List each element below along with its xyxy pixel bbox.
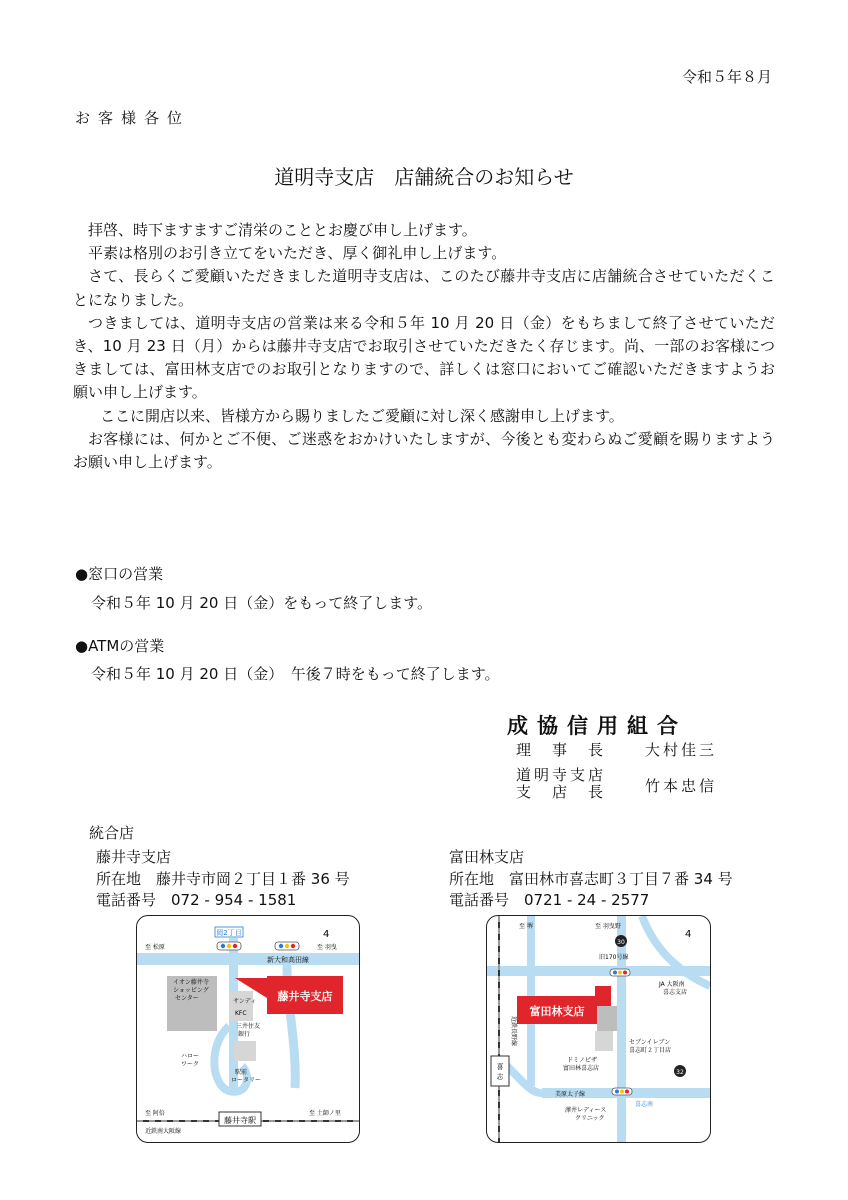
branch1-name: 藤井寺支店 xyxy=(96,848,172,866)
label-bank-1: 三井住友 xyxy=(236,1023,261,1030)
window-text: 令和５年 10 月 20 日（金）をもって終了します。 xyxy=(91,594,433,612)
label-drug-1: ドミノピザ xyxy=(567,1057,598,1064)
station-label-1: 喜 xyxy=(496,1063,504,1071)
letter-body xyxy=(73,219,775,474)
salutation: お客様各位 xyxy=(75,109,191,127)
curve-road xyxy=(507,1066,542,1093)
fujiidera-map xyxy=(136,915,360,1143)
label-mall-2: ショッピング xyxy=(173,987,209,994)
integrated-label: 統合店 xyxy=(89,824,135,842)
north-arrow-icon: 4 xyxy=(323,929,330,940)
signer-name-2: 竹本忠信 xyxy=(645,777,718,795)
paragraph-apology: お客様には、何かとご不便、ご迷惑をおかけいたしますが、今後とも変わらぬご愛顧を賜りますようお願い申し上げます。 xyxy=(73,429,775,472)
signer-name-1: 大村佳三 xyxy=(645,741,718,759)
label-left-top: 至 松原 xyxy=(145,944,165,951)
label-signal: 喜志南 xyxy=(635,1101,654,1108)
label-bank-2: 銀行 xyxy=(238,1031,251,1038)
signer-title-1: 理 事 長 xyxy=(516,741,607,759)
paragraph-details: つきましては、道明寺支店の営業は来る令和５年 10 月 20 日（金）をもちまして終了させていただき、10 月 23 日（月）からは藤井寺支店でお取引させていただきたく存じます。尚、一部のお客様につきましては、富田林支店でのお取引となりますので、詳しくは窓口においてご確認いただきますようお願い申し上げます。 xyxy=(73,313,775,402)
label-right-top: 至 羽曳野 xyxy=(595,923,621,930)
label-right-bottom: 至 土師ノ里 xyxy=(309,1110,341,1117)
label-rotary-1: 駅前 xyxy=(235,1069,248,1076)
signal-top-red xyxy=(623,971,627,975)
branch-pointer xyxy=(595,986,611,1006)
signer-title-2a: 道明寺支店 xyxy=(516,766,607,784)
north-arrow-icon: 4 xyxy=(685,929,692,940)
signal-top-blue xyxy=(613,971,617,975)
branch-building xyxy=(597,1006,617,1031)
paragraph-thanks: 平素は格別のお引き立てをいただき、厚く御礼申し上げます。 xyxy=(88,244,507,263)
branch1-address: 所在地 藤井寺市岡２丁目１番 36 号 xyxy=(96,870,350,888)
tondabayashi-map-drawing xyxy=(487,916,710,1142)
label-sundry: サンディ xyxy=(233,998,257,1005)
label-rail: 近鉄長野線 xyxy=(510,1016,517,1047)
label-road: 新大和高田線 xyxy=(267,956,309,964)
label-left-bottom: 至 阿倍 xyxy=(145,1110,165,1117)
signal-right-red xyxy=(291,944,295,948)
signal-left-blue xyxy=(221,944,225,948)
fujiidera-map-drawing xyxy=(137,916,359,1142)
signal-name: 岡2丁目 xyxy=(216,929,242,937)
paragraph-gratitude: ここに開店以来、皆様方から賜りましたご愛顧に対し深く感謝申し上げます。 xyxy=(100,406,624,425)
bank-building xyxy=(234,1041,256,1061)
map1-branch-label: 藤井寺支店 xyxy=(277,990,333,1003)
main-road xyxy=(137,953,359,965)
branch2-name: 富田林支店 xyxy=(449,848,525,866)
issue-date: 令和５年８月 xyxy=(681,68,772,86)
window-heading: ●窓口の営業 xyxy=(75,565,164,583)
signal-top-yellow xyxy=(618,971,622,975)
label-drug-2: 富田林喜志店 xyxy=(563,1065,600,1072)
signer-title-2b: 支 店 長 xyxy=(516,783,607,801)
station-label-2: 志 xyxy=(496,1073,504,1081)
label-clinic-1: 澤井レディース xyxy=(565,1107,607,1114)
label-road: 美原太子線 xyxy=(555,1091,586,1098)
label-rotary-2: ロータリー xyxy=(231,1077,262,1084)
map2-branch-label: 富田林支店 xyxy=(529,1005,585,1018)
signal-bottom-blue xyxy=(615,1090,619,1094)
signal-right-blue xyxy=(279,944,283,948)
branch2-phone: 電話番号 0721 - 24 - 2577 xyxy=(449,891,650,909)
label-hello-1: ハロー xyxy=(181,1053,200,1060)
paragraph-greeting: 拝啓、時下ますますご清栄のこととお慶び申し上げます。 xyxy=(88,221,477,239)
route30-label: 30 xyxy=(617,939,625,946)
label-seven-1: セブンイレブン xyxy=(629,1039,671,1046)
signal-bottom-yellow xyxy=(620,1090,624,1094)
page-title: 道明寺支店 店舗統合のお知らせ xyxy=(274,165,574,189)
signal-bottom-red xyxy=(625,1090,629,1094)
route30-road xyxy=(617,916,626,1142)
label-ja-1: JA 大阪南 xyxy=(659,981,685,988)
label-mall-3: センター xyxy=(175,995,199,1002)
branch2-address: 所在地 富田林市喜志町３丁目７番 34 号 xyxy=(449,870,733,888)
signal-left-yellow xyxy=(227,944,231,948)
label-ja-2: 喜志支店 xyxy=(663,989,688,996)
atm-text: 令和５年 10 月 20 日（金） 午後７時をもって終了します。 xyxy=(91,665,500,683)
paragraph-announcement: さて、長らくご愛顧いただきました道明寺支店は、このたび藤井寺支店に店舗統合させていただくことになりました。 xyxy=(73,267,775,309)
organization-name: 成協信用組合 xyxy=(507,714,687,738)
label-right-top: 至 羽曳 xyxy=(317,944,337,951)
drug-building xyxy=(595,1031,613,1051)
label-mall-1: イオン藤井寺 xyxy=(173,979,209,986)
label-clinic-2: クリニック xyxy=(575,1115,605,1122)
label-kfc: KFC xyxy=(235,1010,247,1017)
atm-heading: ●ATMの営業 xyxy=(75,637,165,655)
station-box xyxy=(491,1056,509,1086)
route32-label: 32 xyxy=(676,1069,684,1076)
label-old-road: 旧170号線 xyxy=(599,954,629,961)
label-hello-2: ワーク xyxy=(181,1061,200,1068)
signal-right-yellow xyxy=(285,944,289,948)
signal-left-red xyxy=(233,944,237,948)
label-railway: 近鉄南大阪線 xyxy=(145,1128,182,1135)
branch1-phone: 電話番号 072 - 954 - 1581 xyxy=(96,891,297,909)
label-left-top: 至 堺 xyxy=(519,923,533,930)
label-seven-2: 喜志町２丁目店 xyxy=(629,1047,672,1054)
station-label: 藤井寺駅 xyxy=(224,1116,256,1125)
tondabayashi-map xyxy=(486,915,711,1143)
